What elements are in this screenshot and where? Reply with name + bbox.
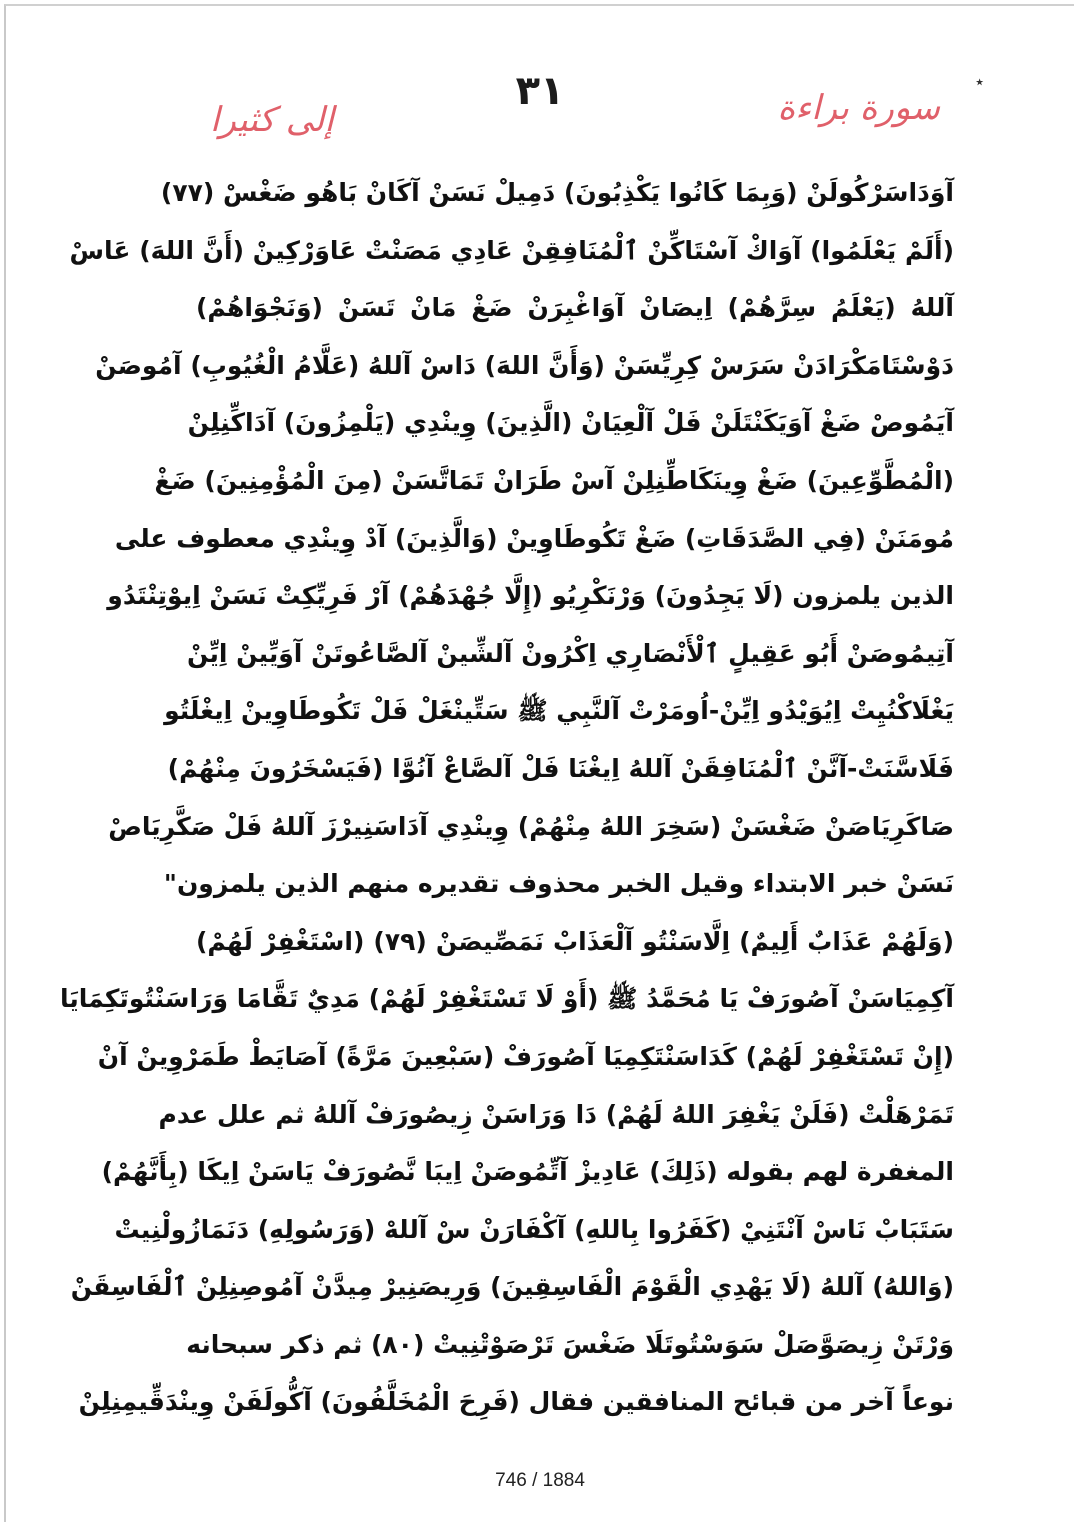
text-line: سَتَبَابْ نَاسْ آنْتَنِيْ (كَفَرُوا بِاللهِ) آكْفَارَنْ سْ آللهْ (وَرَسُولِهِ) دَنَمَازُولْنِيتْ [114, 1214, 954, 1244]
text-line: الذين يلمزون (لَا يَجِدُونَ) وَرْنَكْرِيُو (إِلَّا جُهْدَهُمْ) آرْ فَرِيِّكِتْ نَسَنْ اِيوْتِنْتَدُو [107, 581, 954, 611]
text-line: (إِنْ تَسْتَغْفِرْ لَهُمْ) كَدَاسَنْتَكِمِيَا آصُورَفْ (سَبْعِينَ مَرَّةً) آصَايَطْ طَمَرْوِينْ آنْ [97, 1041, 954, 1071]
text-line: صَاكَرِيَاصَنْ ضَغْسَنْ (سَخِرَ اللهُ مِنْهُمْ) وِينْدِي آدَاسَنِيرْزَ آللهُ فَلْ صَكَّرِيَاصْ [108, 811, 954, 841]
text-line: آوَدَاسَرْكُولَنْ (وَبِمَا كَانُوا يَكْذِبُونَ) دَمِيلْ نَسَنْ آكَانْ بَاهُو ضَغْسْ (٧٧) [160, 178, 954, 207]
text-line: آكِمِيَاسَنْ آصُورَفْ يَا مُحَمَّدُ ﷺ (أَوْ لَا تَسْتَغْفِرْ لَهُمْ) مَدِيٌ تَقَّامَا وَرَاسَنْتُوتَكِمَايَا [59, 984, 954, 1014]
page-counter: 746 / 1884 [495, 1470, 585, 1491]
text-line: مُومَنَنْ (فِي الصَّدَقَاتِ) ضَغْ تَكُوطَاوِينْ (وَالَّذِينَ) آدْ وِينْدِي معطوف على [114, 523, 954, 553]
text-line: (وَلَهُمْ عَذَابٌ أَلِيمٌ) اِلَّاسَنْتُو آلْعَذَابْ نَمَصِّيصَنْ (٧٩) (اسْتَغْفِرْ لَهُمْ) [196, 926, 954, 956]
text-line: (وَاللهُ) آللهُ (لَا يَهْدِي الْقَوْمَ الْفَاسِقِينَ) وَرِيصَنِيرْ مِيدَّنْ آمُوصِنِلِنْ ٱلْفَاسِقَنْ [70, 1272, 954, 1302]
text-line: آتِيمُوصَنْ أَبُو عَقِيلٍ ٱلْأَنْصَارِي اِكْرُونْ آلشِّينْ آلصَّاعُوتَنْ آوَيِّينْ اِيِّنْ [187, 638, 954, 668]
text-line: آيَمُوصْ ضَغْ آوَيَكَنْتَلَنْ فَلْ آلْعِيَانْ (الَّذِينَ) وِينْدِي (يَلْمِزُونَ) آدَاكِّنِلِنْ [187, 408, 954, 438]
text-line: (الْمُطَّوِّعِينَ) ضَغْ وِينَكَاطِّنِلِنْ آسْ طَرَانْ تَمَاتَّسَنْ (مِنَ الْمُؤْمِنِينَ) ضَغْ [154, 465, 954, 495]
handwritten-surah-note: سورة براءة [777, 88, 940, 128]
text-line: فَلَاسَّنَتْ-آنَّنْ ٱلْمُنَافِقَنْ آللهُ اِيغْنَا فَلْ آلصَّاعْ آنُوَّا (فَيَسْخَرُونَ مِنْهُمْ) [167, 753, 954, 783]
handwritten-verse-note: إلى كثيرا [210, 100, 334, 140]
text-line: تَمَرْهَلْتْ (فَلَنْ يَغْفِرَ اللهُ لَهُمْ) دَا وَرَاسَنْ زِيصُورَفْ آللهُ ثم علل عدم [158, 1099, 954, 1129]
page-number-header: ٣١ [515, 68, 565, 114]
corner-ink-mark: ٭ [975, 72, 984, 91]
text-line: وَرْتَنْ زِيصَوَّصَلْ سَوَسْتُوتَلَا ضَغْسَ تَرْصَوْتْنِيتْ (٨٠) ثم ذكر سبحانه [186, 1329, 954, 1359]
text-line: يَغْلَاكْنُيِتْ اِيُوَيْدُو اِيِّنْ-اُومَرْتْ آلنَّبِي ﷺ سَتِّينْغَلْ فَلْ تَكُوطَاوِينْ اِيغْلَتُو [164, 696, 954, 726]
text-line: نوعاً آخر من قبائح المنافقين فقال (فَرِحَ الْمُخَلَّفُونَ) آكُّولَفَنْ وِينْدَقِّيمِنِلِنْ [78, 1387, 954, 1417]
text-line: المغفرة لهم بقوله (ذَلِكَ) عَادِيزْ آتِّمُوصَنْ اِيبَا نَّصُورَفْ يَاسَنْ اِيكَا (بِأَنَّهُمْ) [101, 1157, 954, 1187]
text-line: (أَلَمْ يَعْلَمُوا) آوَاكْ آسْتَاكِّنْ ٱلْمُنَافِقِنْ عَادِي مَصَنْتْ عَاوَرْكِينْ (أَنَّ اللهَ) عَاسْ [69, 235, 954, 265]
text-line: دَوْسْتَامَكْرَادَنْ سَرَسْ كِرِيِّسَنْ (وَأَنَّ اللهَ) دَاسْ آللهُ (عَلَّامُ الْغُيُوبِ) آمُوصَنْ [95, 350, 954, 380]
text-line: آللهُ (يَعْلَمُ سِرَّهُمْ) اِيصَانْ آوَاغْبِرَنْ ضَغْ مَانْ تَسَنْ (وَنَجْوَاهُمْ) [196, 293, 954, 323]
document-body-text [59, 164, 954, 1431]
text-line: نَسَنْ خبر الابتداء وقيل الخبر محذوف تقديره منهم الذين يلمزون" [163, 869, 954, 899]
